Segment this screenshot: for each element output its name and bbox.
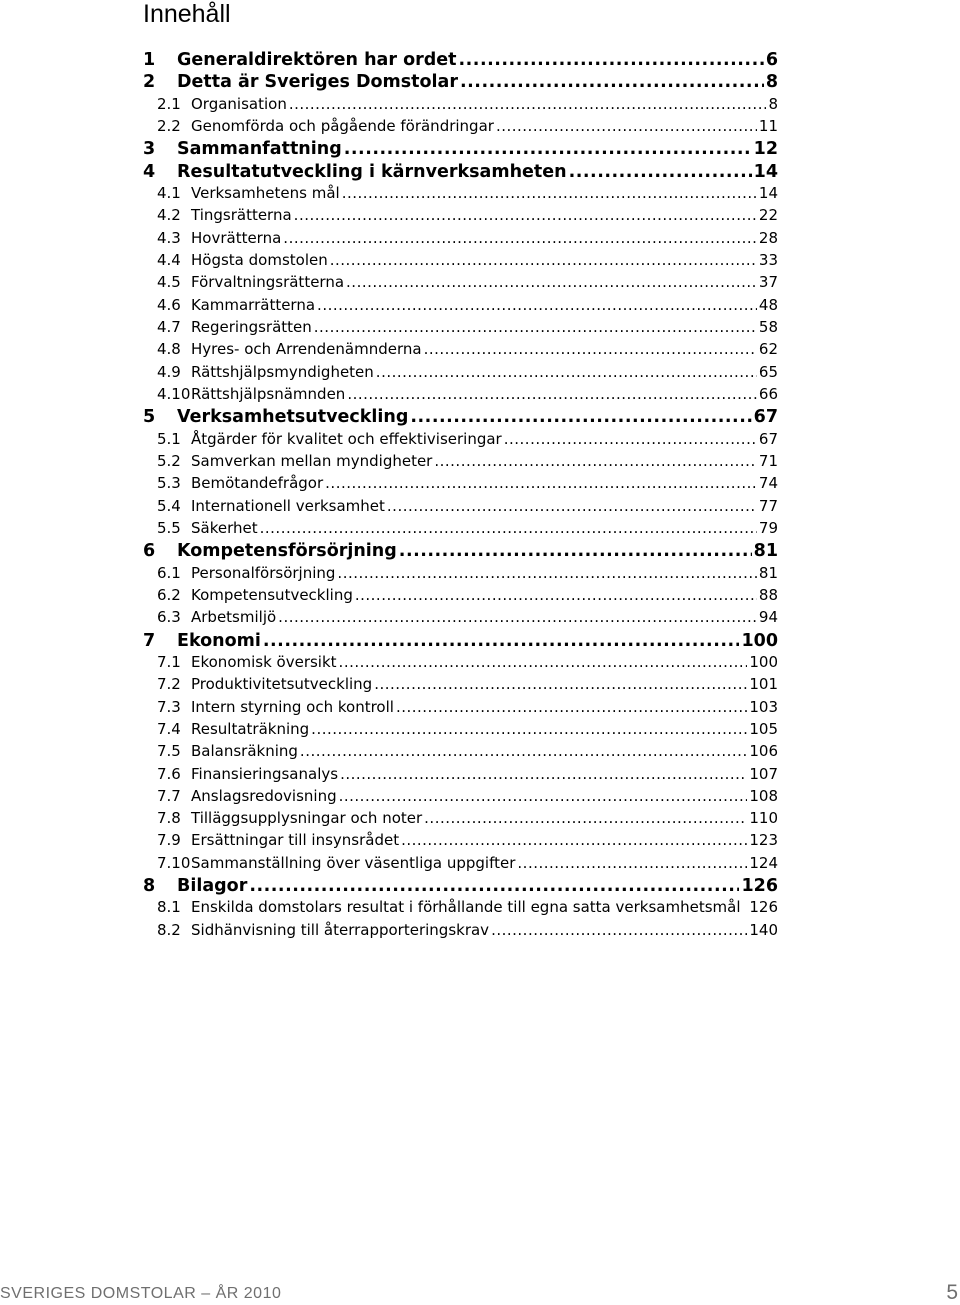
toc-entry[interactable] <box>143 898 778 920</box>
page-title: Innehåll <box>143 0 231 28</box>
toc-entry-number: 4.3 <box>157 228 181 247</box>
toc-entry-number: 6.2 <box>157 585 181 604</box>
toc-dot-leader <box>374 675 747 693</box>
toc-entry-page: 81 <box>753 541 778 562</box>
toc-entry-number: 5.2 <box>157 451 181 470</box>
toc-dot-leader <box>311 720 747 738</box>
toc-dot-leader <box>249 876 739 896</box>
toc-dot-leader <box>289 95 767 113</box>
toc-entry-title: Enskilda domstolars resultat i förhållande till egna satta verksamhetsmål <box>191 898 741 917</box>
toc-entry[interactable] <box>143 653 778 675</box>
toc-entry-page: 101 <box>749 675 778 694</box>
toc-dot-leader <box>330 251 757 269</box>
toc-entry-title: Generaldirektören har ordet <box>177 50 457 70</box>
toc-entry[interactable] <box>143 184 778 206</box>
toc-dot-leader <box>347 385 757 403</box>
toc-entry[interactable] <box>143 474 778 496</box>
toc-entry[interactable] <box>143 787 778 809</box>
toc-entry-number: 4.8 <box>157 340 181 359</box>
toc-entry-title: Balansräkning <box>191 742 298 761</box>
toc-entry[interactable] <box>143 273 778 295</box>
toc-entry-number: 5.1 <box>157 429 181 448</box>
toc-dot-leader <box>283 229 757 247</box>
toc-entry-number: 4.1 <box>157 183 181 202</box>
toc-entry-page: 74 <box>758 474 778 493</box>
toc-entry-title: Tingsrätterna <box>191 206 292 225</box>
toc-entry-number: 3 <box>143 139 156 160</box>
toc-entry[interactable] <box>143 497 778 519</box>
toc-entry-page: 62 <box>758 340 778 359</box>
toc-dot-leader <box>300 742 747 760</box>
toc-entry-title: Rättshjälpsnämnden <box>191 384 346 403</box>
toc-entry-title: Genomförda och pågående förändringar <box>191 116 494 135</box>
toc-entry-number: 4.10 <box>157 384 191 403</box>
toc-entry[interactable] <box>143 675 778 697</box>
toc-entry-title: Förvaltningsrätterna <box>191 273 345 292</box>
toc-entry-page: 12 <box>753 139 778 160</box>
toc-entry-number: 5.4 <box>157 496 181 515</box>
toc-entry-number: 7.1 <box>157 652 181 671</box>
toc-entry-page: 6 <box>765 50 778 70</box>
toc-entry-number: 5.3 <box>157 474 181 493</box>
toc-entry-page: 124 <box>749 853 778 872</box>
toc-entry-number: 8.2 <box>157 920 181 939</box>
toc-entry[interactable] <box>143 854 778 876</box>
toc-entry-number: 4.7 <box>157 317 181 336</box>
toc-entry-title: Kompetensförsörjning <box>177 541 397 562</box>
toc-entry[interactable] <box>143 519 778 541</box>
toc-entry[interactable] <box>143 564 778 586</box>
toc-dot-leader <box>340 765 747 783</box>
toc-entry-page: 126 <box>749 898 778 917</box>
toc-entry-number: 7.4 <box>157 719 181 738</box>
toc-entry-number: 8 <box>143 876 156 897</box>
toc-entry-page: 103 <box>749 697 778 716</box>
toc-entry[interactable] <box>143 50 778 72</box>
toc-entry-number: 7.9 <box>157 831 181 850</box>
toc-entry-title: Samverkan mellan myndigheter <box>191 451 433 470</box>
toc-dot-leader <box>424 340 757 358</box>
toc-entry-title: Högsta domstolen <box>191 250 328 269</box>
toc-dot-leader <box>339 787 748 805</box>
toc-dot-leader <box>376 363 757 381</box>
toc-dot-leader <box>434 452 757 470</box>
footer-publication: SVERIGES DOMSTOLAR – ÅR 2010 <box>0 1285 282 1302</box>
toc-entry-number: 4.6 <box>157 295 181 314</box>
toc-entry-number: 2 <box>143 72 156 93</box>
toc-entry-title: Bemötandefrågor <box>191 474 324 493</box>
toc-entry[interactable] <box>143 318 778 340</box>
toc-entry-number: 7.3 <box>157 697 181 716</box>
toc-entry-number: 7.5 <box>157 742 181 761</box>
toc-entry[interactable] <box>143 139 778 161</box>
toc-entry-page: 58 <box>758 317 778 336</box>
toc-dot-leader <box>342 184 757 202</box>
toc-entry-title: Organisation <box>191 94 287 113</box>
toc-entry-number: 6.3 <box>157 608 181 627</box>
toc-entry-page: 100 <box>749 652 778 671</box>
toc-entry[interactable] <box>143 742 778 764</box>
toc-dot-leader <box>294 206 757 224</box>
toc-entry-page: 140 <box>749 920 778 939</box>
toc-entry-title: Hyres- och Arrendenämnderna <box>191 340 422 359</box>
toc-dot-leader <box>496 117 757 135</box>
toc-entry-title: Åtgärder för kvalitet och effektiviseringar <box>191 429 502 448</box>
toc-entry-title: Regeringsrätten <box>191 317 312 336</box>
toc-entry[interactable] <box>143 541 778 563</box>
toc-entry-page: 67 <box>753 407 778 428</box>
toc-entry[interactable] <box>143 162 778 184</box>
toc-entry[interactable] <box>143 720 778 742</box>
table-of-contents <box>143 50 778 943</box>
toc-entry-number: 2.2 <box>157 116 181 135</box>
toc-dot-leader <box>263 631 740 651</box>
toc-entry-page: 66 <box>758 384 778 403</box>
toc-entry-number: 7.6 <box>157 764 181 783</box>
toc-entry-number: 6.1 <box>157 563 181 582</box>
toc-dot-leader <box>491 921 747 939</box>
toc-entry-title: Sammanfattning <box>177 139 342 160</box>
toc-dot-leader <box>346 273 757 291</box>
toc-dot-leader <box>344 139 752 159</box>
toc-entry-page: 123 <box>749 831 778 850</box>
toc-dot-leader <box>317 296 757 314</box>
toc-entry-title: Intern styrning och kontroll <box>191 697 394 716</box>
toc-entry-page: 67 <box>758 429 778 448</box>
toc-entry-title: Produktivitetsutveckling <box>191 675 373 694</box>
toc-entry-page: 108 <box>749 786 778 805</box>
toc-entry-title: Bilagor <box>177 876 248 897</box>
toc-entry[interactable] <box>143 117 778 139</box>
toc-entry-number: 2.1 <box>157 94 181 113</box>
toc-entry[interactable] <box>143 430 778 452</box>
toc-dot-leader <box>410 407 751 427</box>
toc-entry-title: Ekonomi <box>177 630 261 651</box>
toc-entry-title: Tilläggsupplysningar och noter <box>191 809 423 828</box>
toc-entry-number: 4 <box>143 161 156 182</box>
toc-entry-page: 48 <box>758 295 778 314</box>
toc-entry[interactable] <box>143 831 778 853</box>
toc-dot-leader <box>517 854 747 872</box>
toc-entry[interactable] <box>143 385 778 407</box>
toc-entry-page: 105 <box>749 719 778 738</box>
toc-entry-page: 33 <box>758 250 778 269</box>
toc-entry-title: Sidhänvisning till återrapporteringskrav <box>191 920 490 939</box>
toc-entry-number: 1 <box>143 50 156 70</box>
toc-dot-leader <box>569 162 752 182</box>
toc-entry-title: Arbetsmiljö <box>191 608 277 627</box>
toc-entry[interactable] <box>143 251 778 273</box>
toc-entry-number: 4.9 <box>157 362 181 381</box>
toc-entry[interactable] <box>143 95 778 117</box>
toc-entry-page: 81 <box>758 563 778 582</box>
toc-entry-page: 22 <box>758 206 778 225</box>
toc-entry[interactable] <box>143 876 778 898</box>
toc-entry-title: Finansieringsanalys <box>191 764 339 783</box>
toc-dot-leader <box>401 831 747 849</box>
toc-entry-page: 107 <box>749 764 778 783</box>
toc-entry-page: 14 <box>753 161 778 182</box>
toc-dot-leader <box>399 541 752 561</box>
toc-entry-title: Hovrätterna <box>191 228 282 247</box>
toc-entry-page: 37 <box>758 273 778 292</box>
toc-entry-page: 8 <box>765 72 778 93</box>
toc-dot-leader <box>337 564 756 582</box>
toc-entry-number: 7.10 <box>157 853 191 872</box>
toc-entry-number: 7.7 <box>157 786 181 805</box>
toc-entry-page: 100 <box>741 630 778 651</box>
toc-entry-page: 65 <box>758 362 778 381</box>
toc-dot-leader <box>278 608 757 626</box>
footer-page-number: 5 <box>946 1281 958 1304</box>
toc-entry-page: 8 <box>768 94 778 113</box>
toc-dot-leader <box>355 586 757 604</box>
toc-entry[interactable] <box>143 206 778 228</box>
toc-entry-number: 7.8 <box>157 809 181 828</box>
toc-entry-number: 6 <box>143 541 156 562</box>
toc-entry[interactable] <box>143 809 778 831</box>
toc-entry-number: 4.4 <box>157 250 181 269</box>
toc-entry-title: Ekonomisk översikt <box>191 652 337 671</box>
toc-entry-page: 94 <box>758 608 778 627</box>
toc-entry-number: 4.5 <box>157 273 181 292</box>
toc-dot-leader <box>325 474 757 492</box>
toc-entry[interactable] <box>143 229 778 251</box>
toc-entry[interactable] <box>143 698 778 720</box>
toc-entry[interactable] <box>143 72 778 94</box>
toc-dot-leader <box>387 497 757 515</box>
toc-entry-title: Verksamhetsutveckling <box>177 407 409 428</box>
toc-entry-title: Internationell verksamhet <box>191 496 385 515</box>
toc-entry[interactable] <box>143 452 778 474</box>
toc-entry-number: 4.2 <box>157 206 181 225</box>
toc-entry[interactable] <box>143 631 778 653</box>
toc-dot-leader <box>396 698 747 716</box>
toc-dot-leader <box>504 430 757 448</box>
toc-entry-page: 14 <box>758 183 778 202</box>
toc-entry-title: Personalförsörjning <box>191 563 336 582</box>
toc-entry-page: 28 <box>758 228 778 247</box>
toc-entry-page: 79 <box>758 518 778 537</box>
toc-dot-leader <box>460 72 764 92</box>
toc-entry-page: 110 <box>749 809 778 828</box>
toc-entry-number: 7.2 <box>157 675 181 694</box>
toc-entry-title: Ersättningar till insynsrådet <box>191 831 400 850</box>
toc-entry-number: 5.5 <box>157 518 181 537</box>
toc-entry[interactable] <box>143 921 778 943</box>
toc-entry[interactable] <box>143 363 778 385</box>
toc-dot-leader <box>424 809 747 827</box>
toc-entry-number: 7 <box>143 630 156 651</box>
toc-dot-leader <box>260 519 757 537</box>
toc-entry-title: Verksamhetens mål <box>191 183 340 202</box>
toc-entry[interactable] <box>143 608 778 630</box>
toc-entry[interactable] <box>143 586 778 608</box>
toc-entry[interactable] <box>143 407 778 429</box>
toc-entry-title: Detta är Sveriges Domstolar <box>177 72 458 93</box>
toc-entry-page: 88 <box>758 585 778 604</box>
toc-entry-page: 77 <box>758 496 778 515</box>
toc-entry-title: Anslagsredovisning <box>191 786 337 805</box>
toc-dot-leader <box>339 653 748 671</box>
toc-entry[interactable] <box>143 296 778 318</box>
toc-entry-title: Sammanställning över väsentliga uppgifter <box>191 853 516 872</box>
toc-entry-title: Resultatutveckling i kärnverksamheten <box>177 161 567 182</box>
toc-entry-title: Rättshjälpsmyndigheten <box>191 362 374 381</box>
toc-dot-leader <box>459 50 764 70</box>
toc-entry-page: 126 <box>741 876 778 897</box>
toc-entry-title: Kompetensutveckling <box>191 585 353 604</box>
toc-entry-page: 11 <box>758 116 778 135</box>
toc-entry-number: 8.1 <box>157 898 181 917</box>
toc-entry[interactable] <box>143 765 778 787</box>
toc-entry-title: Kammarrätterna <box>191 295 316 314</box>
toc-dot-leader <box>314 318 757 336</box>
toc-entry-page: 71 <box>758 451 778 470</box>
toc-entry-title: Säkerhet <box>191 518 258 537</box>
toc-entry-title: Resultaträkning <box>191 719 310 738</box>
toc-entry-number: 5 <box>143 407 156 428</box>
toc-entry-page: 106 <box>749 742 778 761</box>
toc-entry[interactable] <box>143 340 778 362</box>
